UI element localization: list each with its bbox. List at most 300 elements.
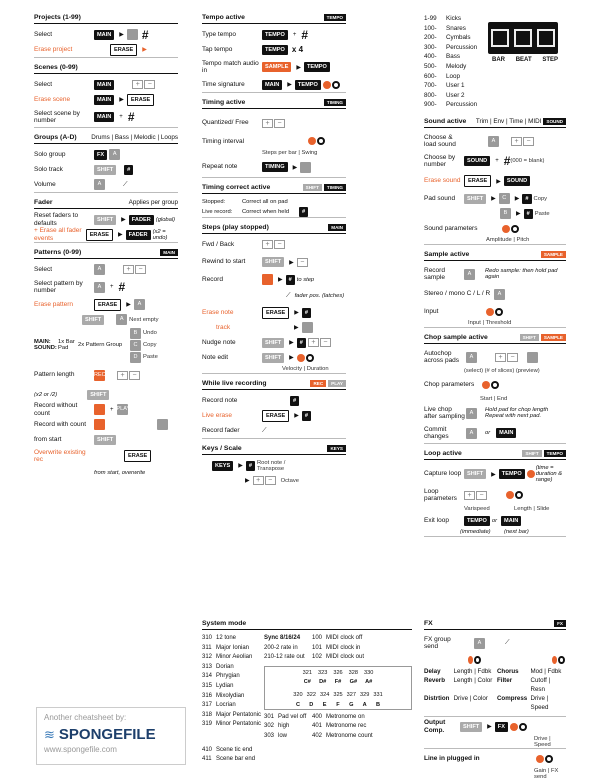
tempo-key[interactable]: TEMPO: [464, 516, 490, 526]
fx-tag: FX: [554, 620, 566, 627]
note-key: 323 D#: [317, 669, 328, 686]
label: Select: [34, 80, 53, 88]
fader-key[interactable]: FADER: [129, 215, 154, 225]
note: or: [491, 517, 498, 524]
label: Record sample: [424, 266, 445, 281]
pad-key[interactable]: [302, 322, 313, 333]
system-title: System mode: [202, 620, 247, 627]
label: Capture loop: [424, 470, 462, 478]
system-section: [202, 620, 412, 765]
sample-tag: SAMPLE: [541, 334, 566, 341]
loop-section: Loop active SHIFT TEMPO Capture loop SHIFT ▶ TEMPO (time = duration & range) Loop parameters + − Varispeed Length | Slide Exit loop TEMPO or MAIN (immediate) (next bar): [424, 450, 566, 537]
main-key[interactable]: MAIN: [94, 80, 114, 90]
shift-key[interactable]: SHIFT: [464, 194, 486, 204]
note: fader pos. (latches): [294, 293, 345, 299]
label: Time signature: [202, 80, 245, 88]
minus-key[interactable]: −: [129, 371, 140, 380]
timing-tag: TIMING: [324, 184, 346, 191]
label: Pattern length: [34, 371, 75, 379]
label: Exit loop: [424, 516, 449, 524]
plus-key[interactable]: +: [123, 265, 134, 274]
pad-key[interactable]: A: [94, 179, 105, 190]
list-item: 200- Cymbals: [424, 34, 471, 42]
label: Tap tempo: [202, 45, 233, 53]
tempo-key[interactable]: TEMPO: [262, 30, 288, 40]
label: Record note: [202, 396, 238, 404]
minus-key[interactable]: −: [135, 265, 146, 274]
sample-tag: SAMPLE: [541, 251, 566, 258]
fx-row: Distrtion Drive | Color Compress Drive | Speed: [424, 695, 549, 711]
label: Note edit: [202, 353, 229, 361]
shift-key[interactable]: SHIFT: [94, 165, 116, 175]
display-label: BAR: [492, 57, 505, 63]
main-tag: MAIN: [160, 249, 178, 256]
note-grid: [264, 666, 412, 710]
note: x 4: [291, 45, 304, 54]
list-item: 411 Scene bar end: [202, 756, 256, 763]
list-item: 410 Scene tic end: [202, 746, 253, 753]
note: Velocity | Duration: [282, 366, 329, 372]
timing-correct-section: Timing correct active SHIFT TIMING Stopped: Correct all on pad Live record: Correct when held #: [202, 184, 346, 218]
list-item: 303 low: [264, 732, 288, 739]
plus-key[interactable]: +: [262, 240, 273, 249]
live-title: While live recording: [202, 380, 267, 387]
pad-key[interactable]: A: [488, 136, 499, 147]
note-key: 321 C#: [302, 669, 312, 686]
minus-key[interactable]: −: [274, 240, 285, 249]
label: Autochop across pads: [424, 349, 460, 364]
fx-title: FX: [424, 620, 433, 627]
pad-key[interactable]: A: [109, 149, 120, 160]
tempo-key[interactable]: TEMPO: [295, 80, 321, 90]
shift-tag: SHIFT: [303, 184, 322, 191]
label: Tempo match audio in: [202, 59, 259, 74]
shift-key[interactable]: SHIFT: [87, 390, 109, 400]
fx-row: Reverb Length | Color Filter Cutoff | Resn: [424, 677, 551, 693]
timing-correct-title: Timing correct active: [202, 184, 271, 191]
label: Chop parameters: [424, 381, 475, 389]
plus-key[interactable]: +: [262, 119, 273, 128]
timing-key[interactable]: TIMING: [262, 162, 288, 172]
shift-key[interactable]: SHIFT: [262, 257, 284, 267]
note-key: 322 D: [306, 691, 316, 708]
tempo-key[interactable]: TEMPO: [262, 45, 288, 55]
knob-icon[interactable]: [536, 755, 544, 763]
keys-section: Keys / Scale KEYS KEYS ▶ # Root note / Transpose ▶ + − Octave: [202, 445, 346, 488]
note: Correct when held: [242, 209, 290, 215]
scenes-title: Scenes (0-99): [34, 64, 78, 71]
label: Stereo / mono C / L / R: [424, 290, 491, 298]
label: Record fader: [202, 426, 240, 434]
main-key[interactable]: MAIN: [496, 428, 516, 438]
knob-icon[interactable]: [545, 755, 553, 763]
scene-tic-list: [202, 746, 412, 765]
sound-section: Sound active Trim | Env | Time | MIDI SOUND Choose & load sound A + − Choose by number SOUND + # (000 = blank) Erase sound ERASE ▶ SOUND Pad sound SHIFT ▶ C ▶ # Copy B ▶ # Paste Sound parameters Amplitude | Pitch: [424, 118, 566, 245]
fader-title: Fader: [34, 199, 53, 206]
groups-subtitle: Drums | Bass | Melodic | Loops: [91, 134, 178, 141]
fx-key[interactable]: FX: [94, 150, 107, 160]
keys-key[interactable]: KEYS: [212, 461, 233, 471]
label: FX group send: [424, 635, 451, 650]
list-item: 313 Dorian: [202, 663, 234, 670]
label: + Erase all fader events: [34, 227, 82, 242]
pad-key[interactable]: [300, 162, 311, 173]
chop-title: Chop sample active: [424, 334, 488, 341]
note: Paste: [143, 354, 158, 360]
knob-icon[interactable]: [491, 381, 499, 389]
knob-icon[interactable]: [297, 354, 305, 362]
knob-icon[interactable]: [332, 81, 340, 89]
fader-icon: ⟋: [123, 180, 128, 188]
shift-key[interactable]: SHIFT: [460, 722, 482, 732]
shift-key[interactable]: SHIFT: [94, 435, 116, 445]
label: Erase pattern: [34, 300, 74, 308]
note: Correct all on pad: [242, 199, 288, 205]
note: Amplitude | Pitch: [486, 237, 530, 243]
brand-name: SPONGEFILE: [58, 726, 156, 743]
list-item: 311 Major Ionian: [202, 644, 250, 651]
tempo-key[interactable]: TEMPO: [499, 469, 525, 479]
note: Input | Threshold: [468, 320, 512, 326]
note: from start, overwrite: [94, 469, 146, 476]
label: Erase project: [34, 45, 73, 53]
main-key[interactable]: MAIN: [94, 30, 114, 40]
rec-key[interactable]: [94, 419, 105, 430]
pad-key[interactable]: A: [466, 428, 477, 439]
note-key: 326 F#: [333, 669, 343, 686]
knob-icon[interactable]: [510, 723, 518, 731]
erase-key[interactable]: ERASE: [124, 450, 151, 462]
knob-icon[interactable]: [474, 656, 481, 664]
steps-section: Steps (play stopped) MAIN Fwd / Back + − Rewind to start SHIFT ▶ − Record ▶ # to step ⟋ fader pos. (latches) Erase note ERASE ▶ # track ▶ Nudge note SHIFT ▶ # + − Note edit SHIFT ▶ Velocity | Duration: [202, 224, 345, 372]
pad-key[interactable]: B: [500, 208, 511, 219]
knob-icon[interactable]: [558, 656, 565, 664]
note: MAIN: SOUND:: [34, 339, 57, 351]
minus-key[interactable]: −: [476, 491, 487, 500]
knob-icon[interactable]: [552, 656, 557, 664]
knob-icon[interactable]: [317, 137, 325, 145]
list-item: 402 Metronome count: [312, 732, 373, 739]
fader-icon: ⟋: [286, 292, 291, 299]
midi-list: [312, 634, 364, 663]
footer: [36, 707, 186, 765]
plus-key[interactable]: +: [308, 338, 319, 347]
patterns-section: Patterns (0-99) MAIN Select A + − Select pattern by number A + # Erase pattern ERASE ▶ A SHIFT A Next empty B Undo MAIN: SOUND: 1x Bar Pad 2x Pattern Group C Copy D Paste Pattern length REC + − (x2 or /2) SHIFT Record without count + PLAY Record with count from start SHIFT Overwrite existing rec ERASE from start, overwrite: [34, 249, 178, 480]
note: (global): [155, 216, 176, 223]
list-item: 300- Percussion: [424, 43, 478, 51]
label: Record with count: [34, 420, 87, 428]
label: Solo track: [34, 165, 63, 173]
scale-list: [202, 634, 264, 742]
label: Repeat note: [202, 163, 238, 171]
list-item: 600- Loop: [424, 72, 461, 80]
metronome-list: [312, 713, 373, 742]
minus-key[interactable]: −: [274, 119, 285, 128]
note: Octave: [280, 477, 299, 484]
list-item: 312 Minor Aeolian: [202, 654, 253, 661]
list-item: 318 Major Pentatonic: [202, 711, 262, 718]
plus-key[interactable]: +: [495, 353, 506, 362]
fader-icon: ⟋: [262, 426, 267, 434]
list-item: 101 MIDI clock in: [312, 644, 361, 651]
label: Overwrite existing rec: [34, 448, 86, 463]
note: Steps per bar | Swing: [262, 150, 318, 156]
note: Root note / Transpose: [256, 459, 286, 472]
note: to step: [296, 276, 315, 283]
minus-key[interactable]: −: [507, 353, 518, 362]
tempo-key[interactable]: TEMPO: [304, 62, 330, 72]
label: Choose & load sound: [424, 133, 456, 148]
display-label: BEAT: [515, 57, 532, 63]
erase-key[interactable]: ERASE: [127, 94, 154, 106]
scenes-section: Scenes (0-99) Select MAIN + − Erase scene MAIN ▶ ERASE Select scene by number MAIN + #: [34, 64, 178, 128]
pad-key[interactable]: A: [94, 264, 105, 275]
note: (immediate): [460, 529, 491, 535]
erase-key[interactable]: ERASE: [94, 299, 121, 311]
knob-icon[interactable]: [306, 354, 314, 362]
note-key: 325 F: [333, 691, 343, 708]
list-item: 100- Snares: [424, 24, 466, 32]
main-tag: MAIN: [328, 224, 346, 231]
patterns-title: Patterns (0-99): [34, 249, 82, 256]
knob-icon[interactable]: [519, 723, 527, 731]
label: Pad sound: [424, 194, 456, 202]
note: (000 = blank): [510, 158, 545, 164]
knob-icon[interactable]: [482, 381, 490, 389]
plus-key[interactable]: +: [253, 476, 264, 485]
knob-icon[interactable]: [308, 137, 316, 145]
timing-section: Timing active TIMING Quantized/ Free + − Timing interval Steps per bar | Swing Repeat note TIMING ▶: [202, 99, 346, 178]
chop-section: [424, 334, 566, 444]
pad-key[interactable]: A: [466, 408, 477, 419]
list-item: 401 Metronome rec: [312, 723, 367, 730]
pad-key[interactable]: B: [130, 328, 141, 339]
knob-icon[interactable]: [506, 491, 514, 499]
timing-tag: TIMING: [324, 99, 346, 106]
minus-key[interactable]: −: [265, 476, 276, 485]
pad-key[interactable]: [127, 29, 138, 40]
main-key[interactable]: MAIN: [262, 80, 282, 90]
label: Rewind to start: [202, 258, 246, 266]
pad-key[interactable]: A: [474, 638, 485, 649]
list-item: 1-99 Kicks: [424, 15, 462, 22]
fx-key[interactable]: FX: [495, 722, 508, 732]
label: Sound parameters: [424, 224, 478, 232]
label: Commit changes: [424, 425, 449, 440]
rec-key[interactable]: [262, 274, 273, 285]
note-key: 330 A#: [364, 669, 374, 686]
minus-key[interactable]: −: [297, 258, 308, 267]
knob-icon[interactable]: [486, 308, 494, 316]
shift-key[interactable]: SHIFT: [464, 469, 486, 479]
label: Select: [34, 265, 53, 273]
label: Loop parameters: [424, 487, 457, 502]
label: Select: [34, 30, 53, 38]
note: Copy: [533, 195, 548, 202]
display-label: STEP: [542, 57, 558, 63]
plus-key[interactable]: +: [464, 491, 475, 500]
sound-key[interactable]: SOUND: [504, 176, 530, 186]
minus-key[interactable]: −: [144, 80, 155, 89]
list-item: 500- Melody: [424, 62, 467, 70]
label: Quantized/ Free: [202, 119, 249, 127]
erase-key[interactable]: ERASE: [262, 410, 289, 422]
note: (x2 = undo): [152, 228, 168, 241]
knob-icon[interactable]: [515, 491, 523, 499]
label: Select pattern by number: [34, 279, 83, 294]
footer-credit: Another cheatsheet by:: [44, 713, 127, 722]
steps-title: Steps (play stopped): [202, 224, 269, 231]
note: Gain | FX send: [534, 768, 559, 780]
play-tag: PLAY: [328, 380, 346, 387]
label: Reset faders to defaults: [34, 212, 79, 227]
plus-key[interactable]: +: [117, 371, 128, 380]
plus-key[interactable]: +: [511, 137, 522, 146]
note: Redo sample: then hold pad again: [485, 268, 558, 280]
sound-key[interactable]: SOUND: [464, 156, 490, 166]
tempo-section: Tempo active TEMPO Type tempo TEMPO + # Tap tempo TEMPO x 4 Tempo match audio in SAMPLE ▶ TEMPO Time signature MAIN ▶ TEMPO: [202, 14, 346, 93]
label: Fwd / Back: [202, 240, 235, 248]
fader-key[interactable]: FADER: [126, 230, 151, 240]
fx-section: FX FX FX group send A ⟋ Delay Length | Fdbk Chorus Mod | Fdbk Reverb Length | Color Filter Cutoff | Resn Distrtion Drive | Color Compress Drive | Speed Output Comp. SHIFT ▶ FX Drive | Speed Line in plugged in Gain | FX send: [424, 620, 566, 780]
column-2: [202, 14, 346, 494]
list-item: 100 MIDI clock off: [312, 635, 363, 641]
play-key[interactable]: [527, 352, 538, 363]
label: Volume: [34, 180, 56, 188]
list-item: 310 12 tone: [202, 635, 237, 641]
rec-key[interactable]: REC: [94, 370, 105, 381]
tempo-title: Tempo active: [202, 14, 245, 21]
knob-icon[interactable]: [511, 225, 519, 233]
fader-subtitle: Applies per group: [128, 199, 178, 206]
erase-key[interactable]: ERASE: [110, 44, 137, 56]
minus-key[interactable]: −: [320, 338, 331, 347]
pad-key[interactable]: D: [130, 352, 141, 363]
label: Nudge note: [202, 338, 236, 346]
knob-icon[interactable]: [527, 470, 535, 478]
main-key[interactable]: MAIN: [94, 95, 114, 105]
column-1: [34, 14, 178, 486]
knob-icon[interactable]: [495, 308, 503, 316]
note: or: [485, 430, 491, 436]
projects-section: Projects (1-99) Select MAIN ▶ # Erase project ERASE ▶: [34, 14, 178, 58]
knob-icon[interactable]: [468, 656, 473, 664]
label: Timing interval: [202, 137, 245, 145]
note-key: 329 A: [360, 691, 370, 708]
fx-row: Delay Length | Fdbk Chorus Mod | Fdbk: [424, 668, 562, 675]
play-key[interactable]: [157, 419, 168, 430]
display-labels: [492, 57, 558, 63]
fader-icon: ⟋: [505, 639, 510, 646]
list-item: 319 Minor Pentatonic: [202, 721, 262, 728]
erase-key[interactable]: ERASE: [262, 307, 289, 319]
groups-section: Groups (A-D) Drums | Bass | Melodic | Loops Solo group FX A Solo track SHIFT # Volume A ⟋: [34, 134, 178, 193]
sync-in: 200-2 rate in: [264, 644, 298, 651]
label: Type tempo: [202, 30, 236, 38]
note: (next bar): [504, 529, 529, 535]
pad-key[interactable]: A: [94, 282, 105, 293]
pad-key[interactable]: A: [494, 289, 505, 300]
note-key: 331 B: [373, 691, 383, 708]
note: (select) (# of slices) (preview): [464, 368, 540, 374]
pad-key[interactable]: A: [466, 352, 477, 363]
note: Hold pad for chop length Repeat with next pad.: [485, 407, 549, 419]
label: from start: [34, 435, 62, 443]
tempo-tag: TEMPO: [324, 14, 346, 21]
label: Erase scene: [34, 95, 71, 103]
note: Varispeed: [464, 506, 490, 512]
shift-tag: SHIFT: [522, 450, 541, 457]
sync: Sync 8/16/24: [264, 635, 301, 641]
groups-title: Groups (A-D): [34, 134, 77, 141]
knob-icon[interactable]: [323, 81, 331, 89]
main-key[interactable]: MAIN: [501, 516, 521, 526]
label: track: [216, 323, 231, 331]
note: Start | End: [480, 396, 508, 402]
shift-key[interactable]: SHIFT: [94, 215, 116, 225]
fx-list: [424, 667, 566, 712]
erase-key[interactable]: ERASE: [86, 229, 113, 241]
pad-key[interactable]: A: [464, 269, 475, 280]
list-item: 315 Lydian: [202, 682, 234, 689]
pad-key[interactable]: C: [130, 340, 141, 351]
label: Erase sound: [424, 177, 461, 185]
pad-key[interactable]: C: [499, 193, 510, 204]
label: Line in plugged in: [424, 754, 480, 762]
minus-key[interactable]: −: [523, 137, 534, 146]
sound-subtitle: Trim | Env | Time | MIDI: [475, 118, 542, 125]
shift-key[interactable]: SHIFT: [82, 315, 104, 325]
note: 2x Pattern Group: [78, 342, 123, 348]
knob-icon[interactable]: [502, 225, 510, 233]
live-section: While live recording REC PLAY Record note # Live erase ERASE ▶ # Record fader ⟋: [202, 380, 346, 439]
shift-key[interactable]: SHIFT: [262, 353, 284, 363]
erase-key[interactable]: ERASE: [464, 175, 491, 187]
note-key: 320 C: [293, 691, 303, 708]
note: Undo: [143, 330, 157, 336]
list-item: 900- Percussion: [424, 101, 478, 109]
note: (x2 or /2): [34, 391, 58, 398]
projects-title: Projects (1-99): [34, 14, 81, 21]
main-key[interactable]: MAIN: [94, 112, 114, 122]
sample-key[interactable]: SAMPLE: [262, 62, 291, 72]
pad-key[interactable]: A: [116, 314, 127, 325]
loop-title: Loop active: [424, 450, 462, 457]
rec-tag: REC: [310, 380, 326, 387]
note: 1x Bar Pad: [58, 339, 75, 351]
label: Select scene by number: [34, 109, 80, 124]
list-item: 400 Metronome on: [312, 713, 365, 720]
list-item: 700- User 1: [424, 82, 465, 90]
note-key: 328 G#: [348, 669, 359, 686]
sync-out: 210-12 rate out: [264, 654, 305, 661]
list-item: 301 Pad vel off: [264, 713, 307, 720]
rec-key[interactable]: [94, 404, 105, 415]
label: Record: [202, 275, 223, 283]
play-key[interactable]: PLAY: [117, 404, 128, 415]
label: Stopped:: [202, 199, 226, 205]
shift-key[interactable]: SHIFT: [262, 338, 284, 348]
label: Record without count: [34, 402, 78, 417]
label: Live record:: [202, 209, 233, 215]
pad-key[interactable]: A: [134, 299, 145, 310]
brand-url[interactable]: www.spongefile.com: [44, 745, 117, 754]
note: Drive | Speed: [534, 736, 551, 748]
label: Output Comp.: [424, 719, 446, 734]
list-item: 316 Mixolydian: [202, 692, 245, 699]
plus-key[interactable]: +: [132, 80, 143, 89]
label: Live chop after sampling: [424, 405, 465, 420]
